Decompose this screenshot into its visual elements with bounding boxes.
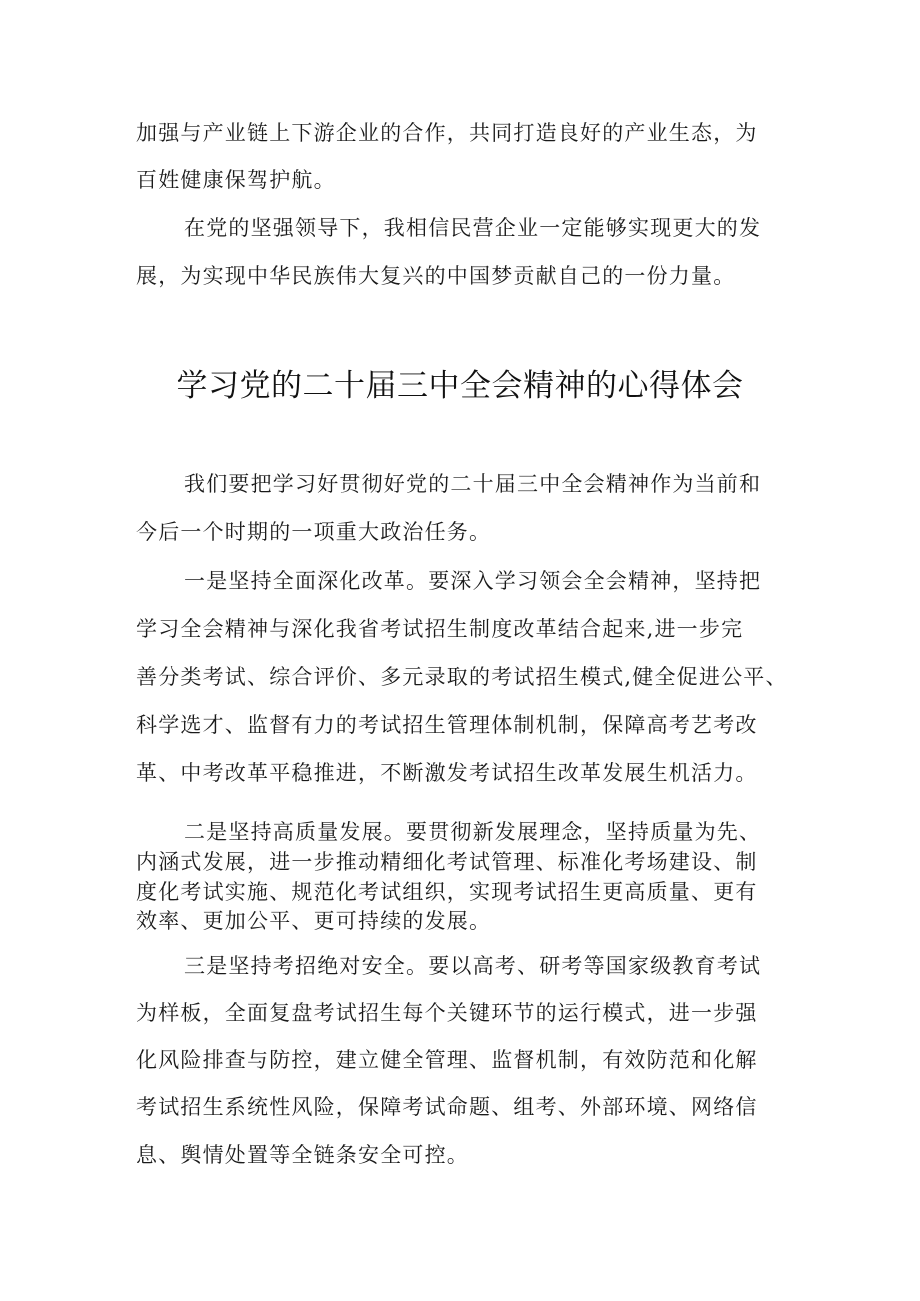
body-line-16: 息、舆情处置等全链条安全可控。: [136, 1143, 469, 1167]
article-title: 学习党的二十届三中全会精神的心得体会: [176, 368, 744, 404]
intro-line-4: 展，为实现中华民族伟大复兴的中国梦贡献自己的一份力量。: [136, 264, 736, 288]
body-line-13: 为样板，全面复盘考试招生每个关键环节的运行模式，进一步强: [136, 1001, 758, 1025]
intro-line-1: 加强与产业链上下游企业的合作，共同打造良好的产业生态，为: [136, 121, 758, 145]
body-line-9: 内涵式发展，进一步推动精细化考试管理、标准化考场建设、制: [136, 850, 758, 874]
body-line-11: 效率、更加公平、更可持续的发展。: [136, 909, 492, 933]
body-line-12: 三是坚持考招绝对安全。要以高考、研考等国家级教育考试: [184, 954, 762, 978]
body-line-4: 学习全会精神与深化我省考试招生制度改革结合起来,进一步完: [136, 617, 744, 641]
intro-line-3: 在党的坚强领导下，我相信民营企业一定能够实现更大的发: [184, 216, 762, 240]
body-line-2: 今后一个时期的一项重大政治任务。: [136, 520, 492, 544]
body-line-14: 化风险排查与防控，建立健全管理、监督机制，有效防范和化解: [136, 1048, 758, 1072]
body-line-15: 考试招生系统性风险，保障考试命题、组考、外部环境、网络信: [136, 1095, 758, 1119]
body-line-10: 度化考试实施、规范化考试组织，实现考试招生更高质量、更有: [136, 880, 758, 904]
body-line-8: 二是坚持高质量发展。要贯彻新发展理念，坚持质量为先、: [184, 820, 762, 844]
intro-line-2: 百姓健康保驾护航。: [136, 168, 336, 192]
body-line-6: 科学选才、监督有力的考试招生管理体制机制，保障高考艺考改: [136, 713, 758, 737]
body-line-5: 善分类考试、综合评价、多元录取的考试招生模式,健全促进公平、: [136, 665, 788, 689]
body-line-1: 我们要把学习好贯彻好党的二十届三中全会精神作为当前和: [184, 472, 762, 496]
body-line-7: 革、中考改革平稳推进，不断激发考试招生改革发展生机活力。: [136, 761, 758, 785]
body-line-3: 一是坚持全面深化改革。要深入学习领会全会精神，坚持把: [184, 569, 762, 593]
